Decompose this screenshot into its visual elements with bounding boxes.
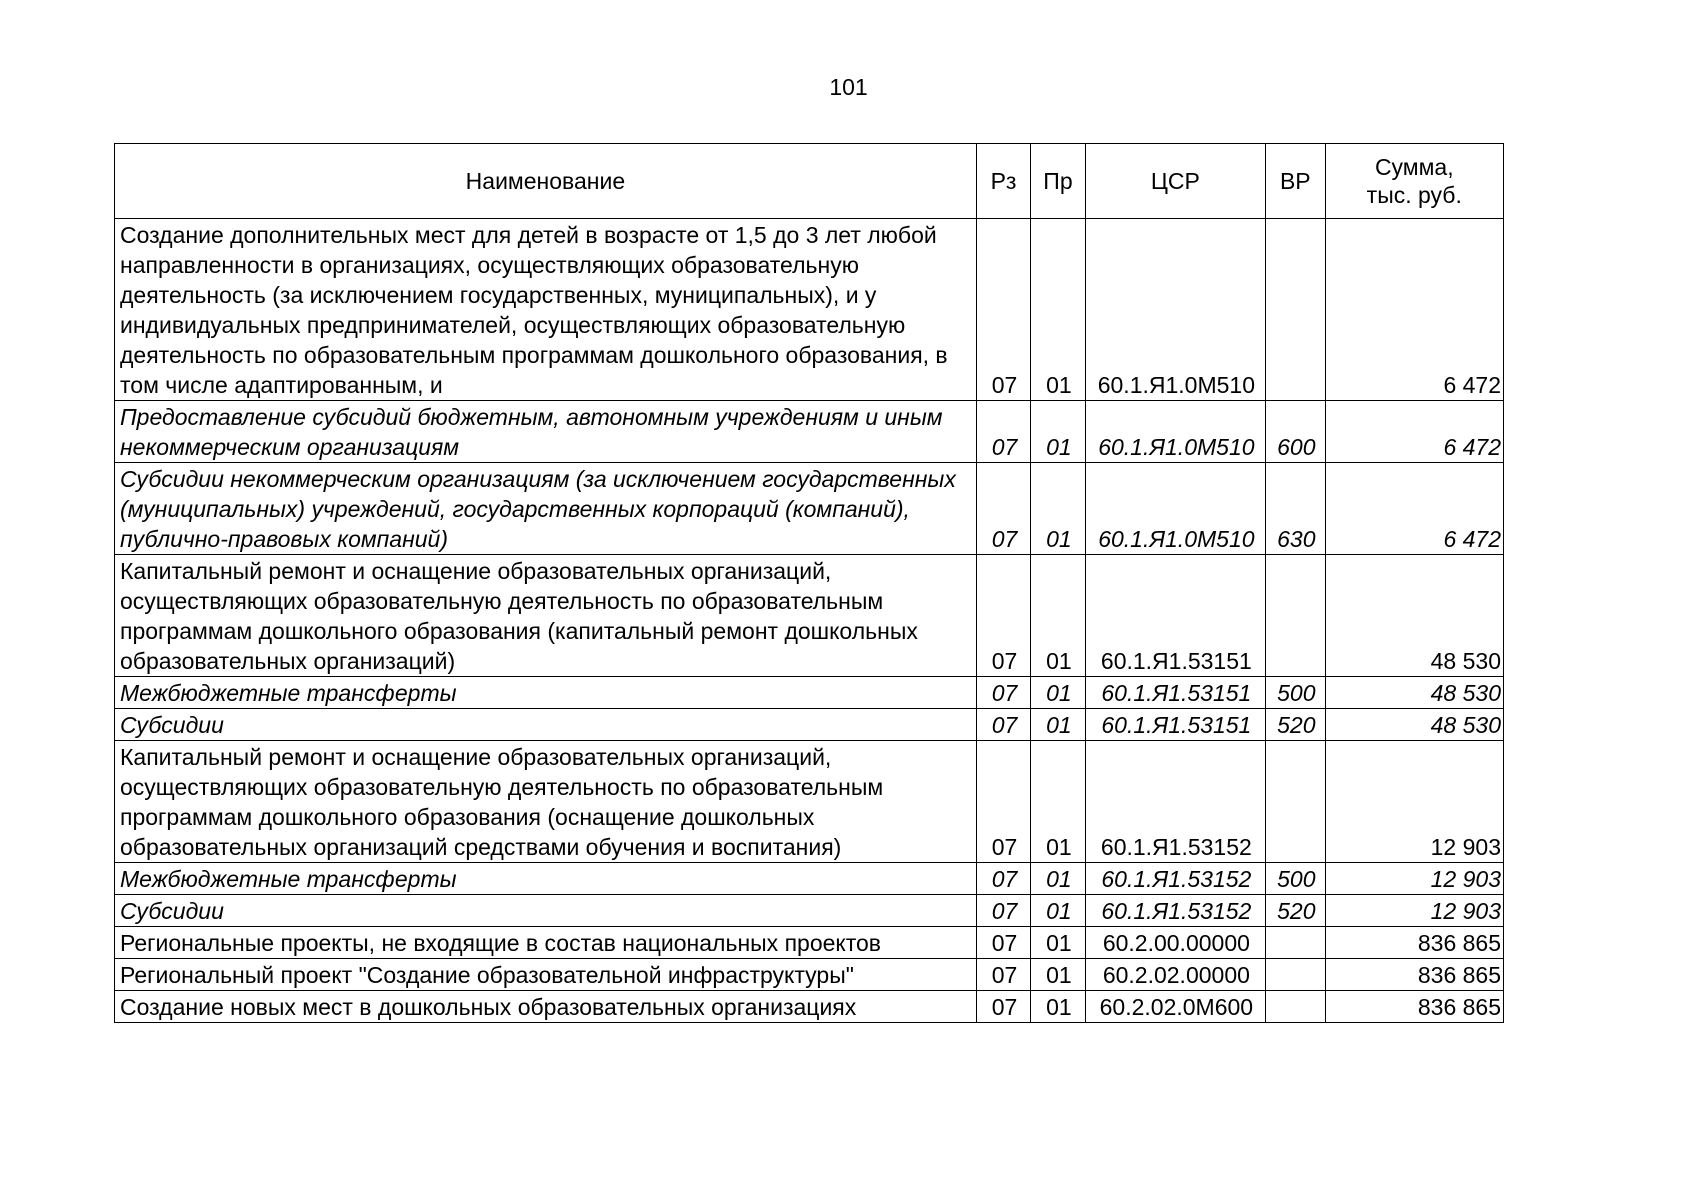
table-row [115, 741, 1504, 863]
cell-name: Региональный проект "Создание образовательной инфраструктуры" [115, 959, 977, 991]
cell-name: Региональные проекты, не входящие в состав национальных проектов [115, 927, 977, 959]
cell-pr: 01 [1031, 555, 1085, 677]
table-row [115, 895, 1504, 927]
table-row [115, 401, 1504, 463]
cell-sum: 48 530 [1325, 555, 1503, 677]
cell-rz: 07 [976, 709, 1030, 741]
cell-csr: 60.1.Я1.53151 [1085, 709, 1265, 741]
cell-vr: 500 [1266, 863, 1325, 895]
cell-vr [1266, 741, 1325, 863]
cell-sum: 12 903 [1325, 863, 1503, 895]
table-header-row [115, 144, 1504, 219]
cell-sum: 48 530 [1325, 677, 1503, 709]
cell-rz: 07 [976, 219, 1030, 401]
table-row [115, 219, 1504, 401]
cell-csr: 60.1.Я1.0М510 [1085, 463, 1265, 555]
header-sum-line2: тыс. руб. [1366, 182, 1462, 208]
cell-name: Предоставление субсидий бюджетным, автономным учреждениям и иным некоммерческим организациям [115, 401, 977, 463]
cell-vr [1266, 555, 1325, 677]
cell-vr: 520 [1266, 709, 1325, 741]
cell-sum: 12 903 [1325, 741, 1503, 863]
cell-vr: 600 [1266, 401, 1325, 463]
table-row [115, 677, 1504, 709]
cell-pr: 01 [1031, 741, 1085, 863]
cell-rz: 07 [976, 401, 1030, 463]
table-row [115, 927, 1504, 959]
cell-name: Создание дополнительных мест для детей в возрасте от 1,5 до 3 лет любой направленности в организациях, осуществляющих образовательную деятельность (за исключением государственных, муниципальных), и у индивидуальных предпринимателей, осуществляющих образовательную деятельность по образовательным программам дошкольного образования, в том числе адаптированным, и [115, 219, 977, 401]
table-body [115, 219, 1504, 1023]
cell-pr: 01 [1031, 709, 1085, 741]
table-row [115, 991, 1504, 1023]
cell-pr: 01 [1031, 991, 1085, 1023]
cell-sum: 6 472 [1325, 219, 1503, 401]
cell-sum: 836 865 [1325, 991, 1503, 1023]
cell-name: Капитальный ремонт и оснащение образовательных организаций, осуществляющих образовательную деятельность по образовательным программам дошкольного образования (капитальный ремонт дошкольных образовательных организаций) [115, 555, 977, 677]
cell-vr: 500 [1266, 677, 1325, 709]
table-row [115, 555, 1504, 677]
cell-rz: 07 [976, 895, 1030, 927]
cell-rz: 07 [976, 927, 1030, 959]
cell-csr: 60.1.Я1.0М510 [1085, 219, 1265, 401]
cell-csr: 60.2.02.00000 [1085, 959, 1265, 991]
cell-sum: 6 472 [1325, 463, 1503, 555]
cell-rz: 07 [976, 959, 1030, 991]
cell-vr: 630 [1266, 463, 1325, 555]
cell-vr: 520 [1266, 895, 1325, 927]
cell-pr: 01 [1031, 219, 1085, 401]
cell-rz: 07 [976, 991, 1030, 1023]
cell-rz: 07 [976, 463, 1030, 555]
cell-rz: 07 [976, 555, 1030, 677]
cell-pr: 01 [1031, 863, 1085, 895]
cell-name: Капитальный ремонт и оснащение образовательных организаций, осуществляющих образовательную деятельность по образовательным программам дошкольного образования (оснащение дошкольных образовательных организаций средствами обучения и воспитания) [115, 741, 977, 863]
cell-pr: 01 [1031, 895, 1085, 927]
header-vr: ВР [1266, 144, 1325, 219]
header-sum [1325, 144, 1503, 219]
header-rz: Рз [976, 144, 1030, 219]
cell-name: Субсидии [115, 895, 977, 927]
cell-sum: 6 472 [1325, 401, 1503, 463]
budget-table [114, 143, 1504, 1023]
header-name: Наименование [115, 144, 977, 219]
cell-csr: 60.2.00.00000 [1085, 927, 1265, 959]
cell-vr [1266, 927, 1325, 959]
table-row [115, 709, 1504, 741]
cell-csr: 60.1.Я1.0М510 [1085, 401, 1265, 463]
cell-csr: 60.1.Я1.53151 [1085, 555, 1265, 677]
cell-rz: 07 [976, 741, 1030, 863]
header-csr: ЦСР [1085, 144, 1265, 219]
cell-pr: 01 [1031, 927, 1085, 959]
cell-pr: 01 [1031, 677, 1085, 709]
cell-sum: 836 865 [1325, 927, 1503, 959]
cell-vr [1266, 219, 1325, 401]
cell-name: Субсидии [115, 709, 977, 741]
page-number: 101 [829, 74, 868, 100]
cell-sum: 12 903 [1325, 895, 1503, 927]
cell-vr [1266, 959, 1325, 991]
table-row [115, 959, 1504, 991]
cell-name: Межбюджетные трансферты [115, 863, 977, 895]
cell-name: Межбюджетные трансферты [115, 677, 977, 709]
header-sum-line1: Сумма, [1374, 154, 1454, 180]
cell-rz: 07 [976, 863, 1030, 895]
cell-csr: 60.2.02.0М600 [1085, 991, 1265, 1023]
cell-csr: 60.1.Я1.53152 [1085, 863, 1265, 895]
cell-pr: 01 [1031, 959, 1085, 991]
cell-name: Создание новых мест в дошкольных образовательных организациях [115, 991, 977, 1023]
cell-sum: 48 530 [1325, 709, 1503, 741]
table-row [115, 863, 1504, 895]
cell-vr [1266, 991, 1325, 1023]
cell-name: Субсидии некоммерческим организациям (за исключением государственных (муниципальных) учреждений, государственных корпораций (компаний), публично-правовых компаний) [115, 463, 977, 555]
cell-sum: 836 865 [1325, 959, 1503, 991]
cell-pr: 01 [1031, 401, 1085, 463]
header-pr: Пр [1031, 144, 1085, 219]
cell-csr: 60.1.Я1.53151 [1085, 677, 1265, 709]
table-row [115, 463, 1504, 555]
cell-csr: 60.1.Я1.53152 [1085, 895, 1265, 927]
cell-rz: 07 [976, 677, 1030, 709]
cell-pr: 01 [1031, 463, 1085, 555]
cell-csr: 60.1.Я1.53152 [1085, 741, 1265, 863]
